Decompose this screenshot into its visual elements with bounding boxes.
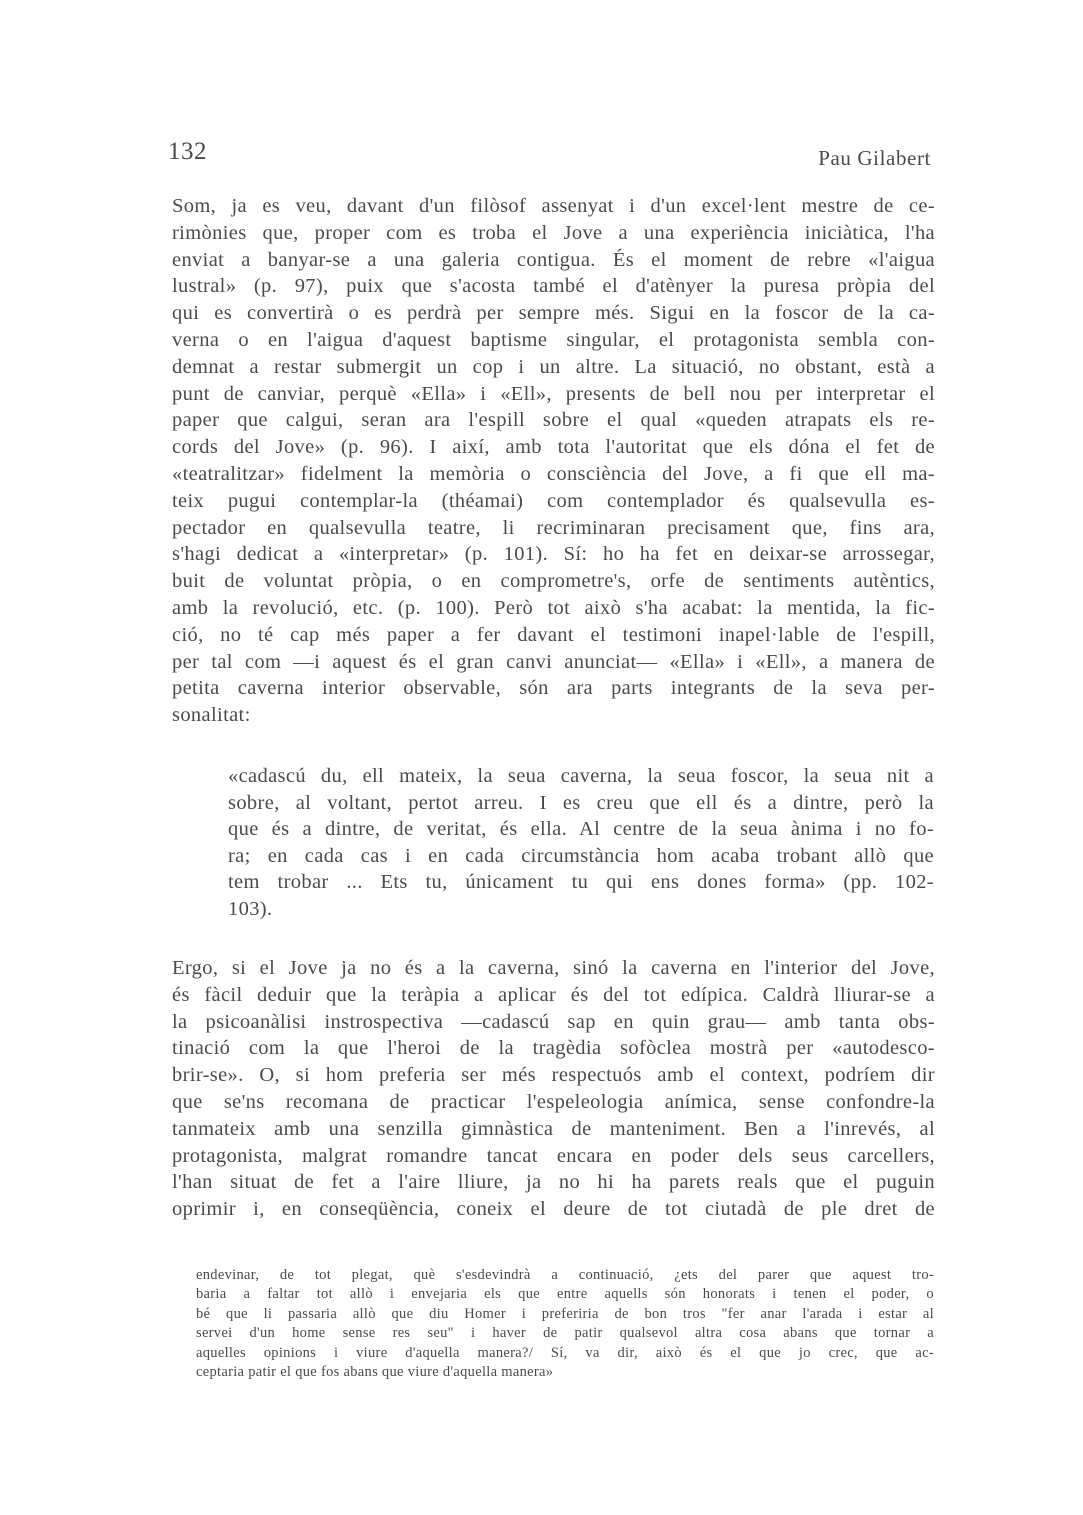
block-quote — [228, 763, 934, 923]
text-line: demnat a restar submergit un cop i un altre. La situació, no obstant, està a — [172, 355, 935, 378]
text-line: és fàcil deduir que la teràpia a aplicar és del tot edípica. Caldrà lliurar-se a — [172, 983, 935, 1006]
text-line: tanmateix amb una senzilla gimnàstica de manteniment. Ben a l'inrevés, al — [172, 1117, 935, 1140]
footnote-line: servei d'un home sense res seu" i haver de patir qualsevol altra cosa abans que tornar a — [196, 1325, 934, 1342]
footnote-line: endevinar, de tot plegat, què s'esdevindrà a continuació, ¿ets del parer que aquest tro- — [196, 1267, 934, 1283]
text-line: verna o en l'aigua d'aquest baptisme singular, el protagonista sembla con- — [172, 328, 935, 351]
text-line: ció, no té cap més paper a fer davant el testimoni inapel·lable de l'espill, — [172, 623, 935, 646]
text-line: petita caverna interior observable, són ara parts integrants de la seva per- — [172, 677, 935, 700]
quote-line: ra; en cada cas i en cada circumstància hom acaba trobant allò que — [228, 844, 934, 867]
body-paragraph-1 — [172, 193, 935, 729]
text-line: Ergo, si el Jove ja no és a la caverna, sinó la caverna en l'interior del Jove, — [172, 957, 935, 979]
text-line: que se'ns recomana de practicar l'espeleologia anímica, sense confondre-la — [172, 1090, 935, 1113]
text-line: oprimir i, en conseqüència, coneix el deure de tot ciutadà de ple dret de — [172, 1198, 935, 1221]
text-line: amb la revolució, etc. (p. 100). Però tot això s'ha acabat: la mentida, la fic- — [172, 596, 935, 619]
text-line: brir-se». O, si hom preferia ser més respectuós amb el context, podríem dir — [172, 1064, 935, 1087]
body-paragraph-2 — [172, 955, 935, 1223]
running-head: Pau Gilabert — [818, 146, 931, 170]
footnote-line: aquelles opinions i viure d'aquella manera?/ Sí, va dir, això és el que jo crec, que ac- — [196, 1344, 934, 1361]
text-line: sonalitat: — [172, 704, 251, 727]
text-line: Som, ja es veu, davant d'un filòsof assenyat i d'un excel·lent mestre de ce- — [172, 195, 935, 217]
text-line: «teatralitzar» fidelment la memòria o consciència del Jove, a fi que ell ma- — [172, 462, 935, 485]
quote-line: que és a dintre, de veritat, és ella. Al centre de la seua ànima i no fo- — [228, 818, 934, 841]
text-line: punt de canviar, perquè «Ella» i «Ell», presents de bell nou per interpretar el — [172, 382, 935, 405]
text-line: lustral» (p. 97), puix que s'acosta també el d'atènyer la puresa pròpia del — [172, 275, 935, 298]
page-number: 132 — [168, 138, 207, 165]
quote-line: tem trobar ... Ets tu, únicament tu qui ens dones forma» (pp. 102- — [228, 871, 934, 894]
footnote-line: baria a faltar tot allò i envejaria els que entre aquells són honorats i tenen el poder, o — [196, 1286, 934, 1303]
quote-line: sobre, al voltant, pertot arreu. I es creu que ell és a dintre, però la — [228, 791, 934, 814]
footnote-line: bé que li passaria allò que diu Homer i preferiria de bon tros "fer anar l'arada i estar al — [196, 1305, 934, 1322]
text-line: paper que calgui, seran ara l'espill sobre el qual «queden atrapats els re- — [172, 409, 935, 432]
text-line: pectador en qualsevulla teatre, li recriminaran precisament que, fins ara, — [172, 516, 935, 539]
text-line: buit de voluntat pròpia, o en comprometre's, orfe de sentiments autèntics, — [172, 570, 935, 593]
text-line: cords del Jove» (p. 96). I així, amb tota l'autoritat que els dóna el fet de — [172, 436, 935, 459]
quote-line: «cadascú du, ell mateix, la seua caverna, la seua foscor, la seua nit a — [228, 765, 934, 787]
text-line: rimònies que, proper com es troba el Jove a una experiència iniciàtica, l'ha — [172, 221, 935, 244]
text-line: tinació com la que l'heroi de la tragèdia sofòclea mostrà per «autodesco- — [172, 1037, 935, 1060]
text-line: protagonista, malgrat romandre tancat encara en poder dels seus carcellers, — [172, 1144, 935, 1167]
text-line: l'han situat de fet a l'aire lliure, ja no hi ha parets reals que el puguin — [172, 1171, 935, 1194]
quote-line: 103). — [228, 897, 273, 920]
text-line: enviat a banyar-se a una galeria contigua. És el moment de rebre «l'aigua — [172, 248, 935, 271]
text-line: la psicoanàlisi instrospectiva —cadascú sap en quin grau— amb tanta obs- — [172, 1010, 935, 1033]
text-line: qui es convertirà o es perdrà per sempre més. Sigui en la foscor de la ca- — [172, 302, 935, 325]
footnote-line: ceptaria patir el que fos abans que viure d'aquella manera» — [196, 1364, 554, 1381]
text-line: per tal com —i aquest és el gran canvi anunciat— «Ella» i «Ell», a manera de — [172, 650, 935, 673]
footnote — [196, 1266, 934, 1382]
text-line: s'hagi dedicat a «interpretar» (p. 101). Sí: ho ha fet en deixar-se arrossegar, — [172, 543, 935, 566]
text-line: teix pugui contemplar-la (théamai) com contemplador és qualsevulla es- — [172, 489, 935, 512]
